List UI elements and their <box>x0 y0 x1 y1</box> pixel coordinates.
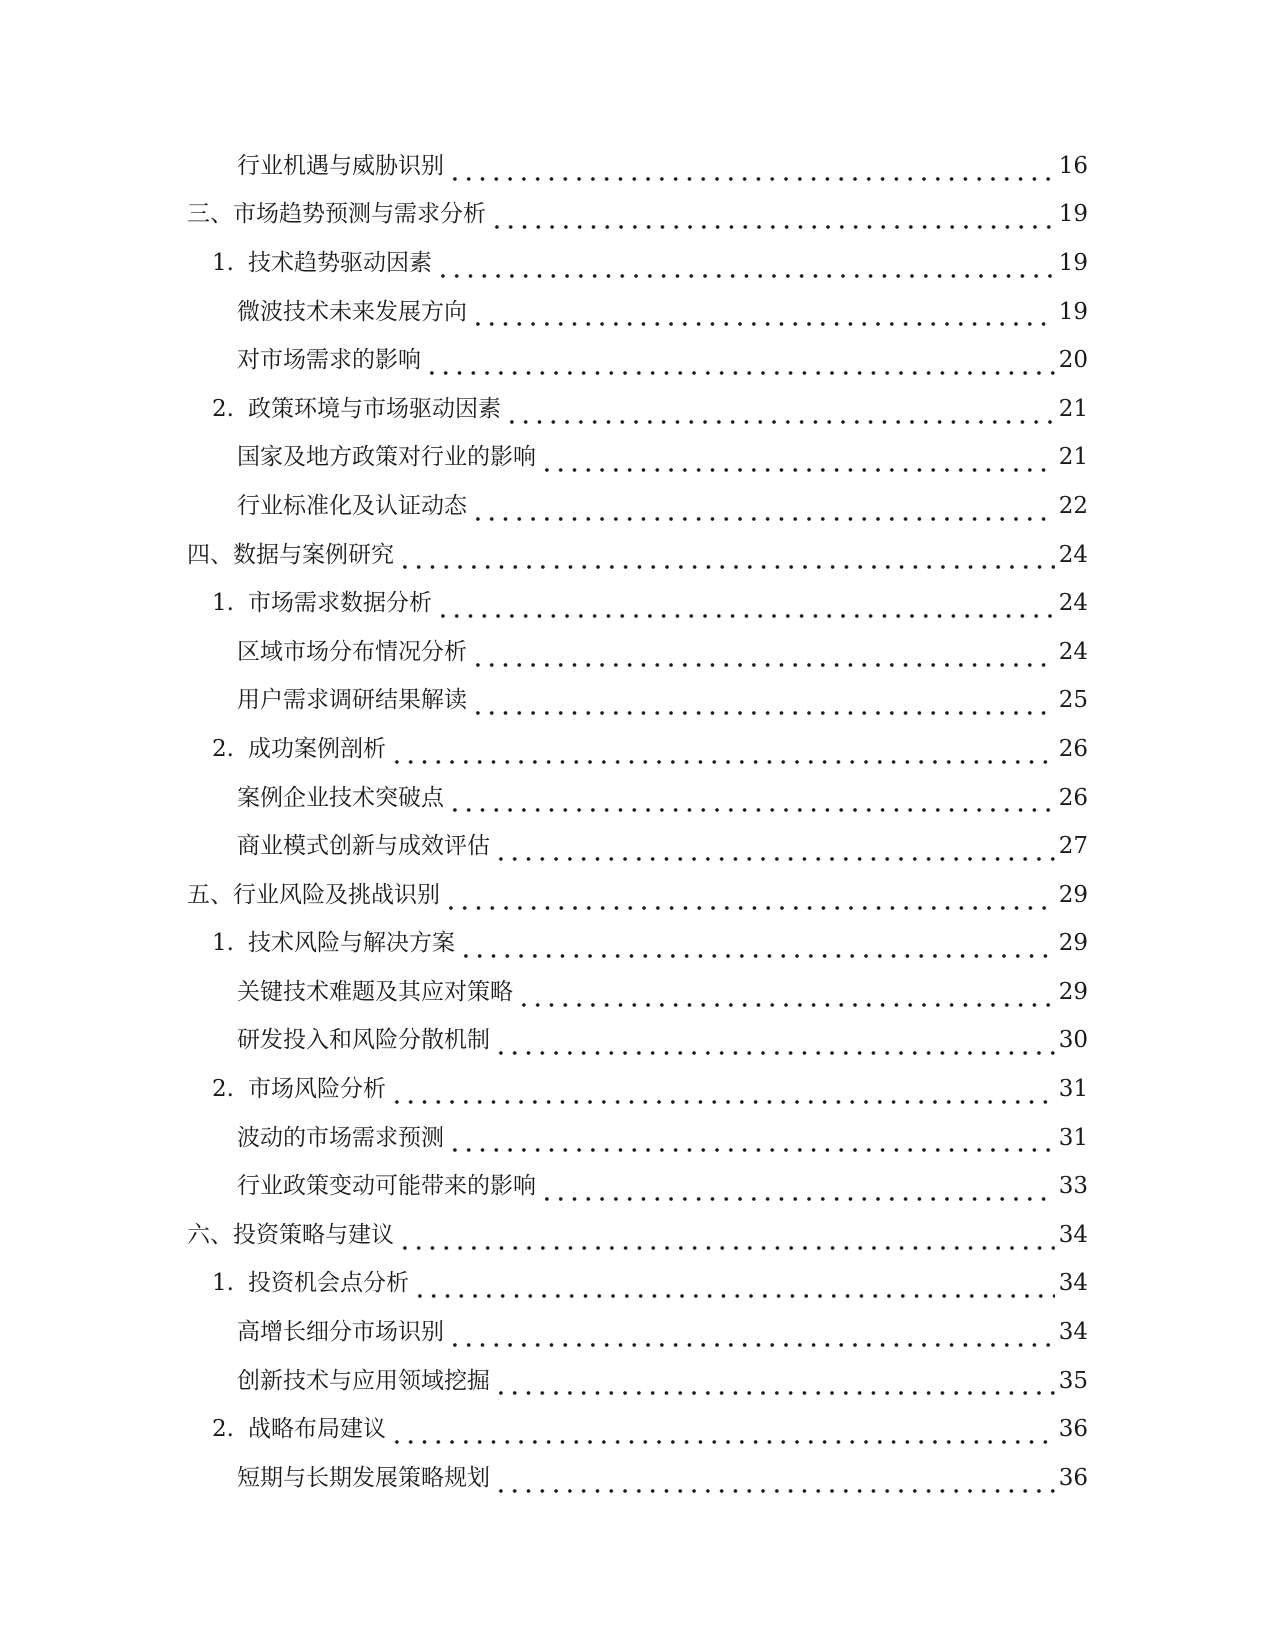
toc-entry-title: 波动的市场需求预测 <box>237 1124 444 1151</box>
toc-entry-number: 2. <box>212 735 234 762</box>
dot-leader <box>444 889 1055 912</box>
toc-entry-page-number: 36 <box>1058 1416 1088 1443</box>
toc-entry-page-number: 34 <box>1058 1319 1088 1346</box>
toc-entry-number: 2. <box>212 395 234 422</box>
dot-leader <box>459 937 1055 960</box>
dot-leader <box>425 354 1055 377</box>
toc-entry[interactable] <box>0 725 1275 774</box>
toc-entry-title: 案例企业技术突破点 <box>237 784 444 811</box>
toc-entry[interactable] <box>0 1405 1275 1454</box>
toc-entry-page-number: 34 <box>1058 1270 1088 1297</box>
dot-leader <box>494 1034 1055 1057</box>
toc-entry-title: 微波技术未来发展方向 <box>237 298 467 325</box>
dot-leader <box>390 743 1055 766</box>
toc-entry[interactable] <box>0 336 1275 385</box>
toc-entry-page-number: 31 <box>1058 1124 1088 1151</box>
toc-entry-title: 创新技术与应用领域挖掘 <box>237 1367 490 1394</box>
dot-leader <box>436 257 1055 280</box>
toc-entry-title: 对市场需求的影响 <box>237 347 421 374</box>
dot-leader <box>448 160 1055 183</box>
toc-entry[interactable] <box>0 1017 1275 1066</box>
toc-entry[interactable] <box>0 968 1275 1017</box>
toc-entry-page-number: 24 <box>1058 590 1088 617</box>
toc-entry-title: 四、数据与案例研究 <box>187 541 394 568</box>
toc-entry-title: 六、投资策略与建议 <box>187 1221 394 1248</box>
dot-leader <box>448 1131 1055 1154</box>
toc-entry-page-number: 21 <box>1058 444 1088 471</box>
toc-entry-number: 1. <box>212 249 234 276</box>
toc-entry[interactable] <box>0 1065 1275 1114</box>
toc-entry-page-number: 34 <box>1058 1221 1088 1248</box>
dot-leader <box>494 1472 1055 1495</box>
toc-entry[interactable] <box>0 1162 1275 1211</box>
toc-entry-page-number: 33 <box>1058 1173 1088 1200</box>
toc-entry[interactable] <box>0 531 1275 580</box>
toc-entry-title: 投资机会点分析 <box>247 1270 409 1297</box>
toc-entry-title: 行业政策变动可能带来的影响 <box>237 1173 536 1200</box>
toc-entry-page-number: 26 <box>1058 735 1088 762</box>
toc-entry-number: 1. <box>212 930 234 957</box>
toc-entry-page-number: 22 <box>1058 492 1088 519</box>
toc-entry[interactable] <box>0 1454 1275 1503</box>
toc-entry-title: 商业模式创新与成效评估 <box>237 833 490 860</box>
toc-entry-title: 国家及地方政策对行业的影响 <box>237 444 536 471</box>
dot-leader <box>390 1083 1055 1106</box>
toc-entry-page-number: 19 <box>1058 298 1088 325</box>
dot-leader <box>390 1423 1055 1446</box>
toc-entry-title: 关键技术难题及其应对策略 <box>237 978 513 1005</box>
toc-entry-title: 技术趋势驱动因素 <box>247 249 432 276</box>
toc-entry[interactable] <box>0 434 1275 483</box>
dot-leader <box>471 646 1055 669</box>
toc-entry[interactable] <box>0 385 1275 434</box>
toc-entry[interactable] <box>0 239 1275 288</box>
toc-entry[interactable] <box>0 677 1275 726</box>
dot-leader <box>471 305 1055 328</box>
toc-entry-title: 政策环境与市场驱动因素 <box>247 395 501 422</box>
toc-entry[interactable] <box>0 1211 1275 1260</box>
toc-entry[interactable] <box>0 1260 1275 1309</box>
toc-entry-number: 2. <box>212 1416 234 1443</box>
toc-entry-title: 区域市场分布情况分析 <box>237 638 467 665</box>
toc-entry-title: 市场需求数据分析 <box>247 590 432 617</box>
dot-leader <box>494 840 1055 863</box>
toc-entry-title: 战略布局建议 <box>247 1416 386 1443</box>
toc-entry-page-number: 29 <box>1058 930 1088 957</box>
toc-entry-title: 行业标准化及认证动态 <box>237 492 467 519</box>
toc-entry-page-number: 29 <box>1058 978 1088 1005</box>
toc-entry-page-number: 24 <box>1058 541 1088 568</box>
dot-leader <box>471 694 1055 717</box>
toc-entry-title: 高增长细分市场识别 <box>237 1319 444 1346</box>
toc-entry[interactable] <box>0 774 1275 823</box>
toc-entry[interactable] <box>0 191 1275 240</box>
dot-leader <box>398 548 1055 571</box>
toc-entry[interactable] <box>0 822 1275 871</box>
toc-entry-title: 研发投入和风险分散机制 <box>237 1027 490 1054</box>
toc-entry-page-number: 35 <box>1058 1367 1088 1394</box>
toc-entry-number: 2. <box>212 1076 234 1103</box>
toc-entry[interactable] <box>0 1357 1275 1406</box>
toc-entry-page-number: 24 <box>1058 638 1088 665</box>
toc-entry-title: 五、行业风险及挑战识别 <box>187 881 440 908</box>
toc-entry-page-number: 29 <box>1058 881 1088 908</box>
toc-entry-title: 三、市场趋势预测与需求分析 <box>187 201 486 228</box>
toc-entry[interactable] <box>0 920 1275 969</box>
toc-entry-page-number: 31 <box>1058 1076 1088 1103</box>
toc-entry-page-number: 19 <box>1058 201 1088 228</box>
toc-entry-page-number: 26 <box>1058 784 1088 811</box>
dot-leader <box>448 791 1055 814</box>
dot-leader <box>398 1229 1055 1252</box>
dot-leader <box>490 208 1055 231</box>
dot-leader <box>436 597 1055 620</box>
toc-entry-number: 1. <box>212 1270 234 1297</box>
toc-entry[interactable] <box>0 482 1275 531</box>
dot-leader <box>540 451 1055 474</box>
toc-entry[interactable] <box>0 579 1275 628</box>
toc-entry-page-number: 30 <box>1058 1027 1088 1054</box>
table-of-contents <box>0 142 1275 1503</box>
dot-leader <box>413 1277 1055 1300</box>
toc-entry-page-number: 16 <box>1058 152 1088 179</box>
toc-entry-title: 短期与长期发展策略规划 <box>237 1464 490 1491</box>
toc-entry-page-number: 36 <box>1058 1464 1088 1491</box>
toc-entry-title: 行业机遇与威胁识别 <box>237 152 444 179</box>
dot-leader <box>448 1326 1055 1349</box>
toc-entry-title: 用户需求调研结果解读 <box>237 687 467 714</box>
toc-entry-title: 市场风险分析 <box>247 1076 386 1103</box>
toc-entry-page-number: 25 <box>1058 687 1088 714</box>
toc-entry-page-number: 27 <box>1058 833 1088 860</box>
toc-entry[interactable] <box>0 628 1275 677</box>
toc-entry[interactable] <box>0 1308 1275 1357</box>
toc-entry-title: 成功案例剖析 <box>247 735 386 762</box>
toc-entry[interactable] <box>0 288 1275 337</box>
toc-entry-page-number: 19 <box>1058 249 1088 276</box>
dot-leader <box>540 1180 1055 1203</box>
toc-entry-number: 1. <box>212 590 234 617</box>
toc-entry-page-number: 21 <box>1058 395 1088 422</box>
dot-leader <box>505 403 1055 426</box>
dot-leader <box>494 1374 1055 1397</box>
toc-entry-page-number: 20 <box>1058 347 1088 374</box>
toc-entry[interactable] <box>0 871 1275 920</box>
toc-entry[interactable] <box>0 1114 1275 1163</box>
dot-leader <box>517 986 1055 1009</box>
dot-leader <box>471 500 1055 523</box>
toc-entry-title: 技术风险与解决方案 <box>247 930 455 957</box>
toc-entry[interactable] <box>0 142 1275 191</box>
